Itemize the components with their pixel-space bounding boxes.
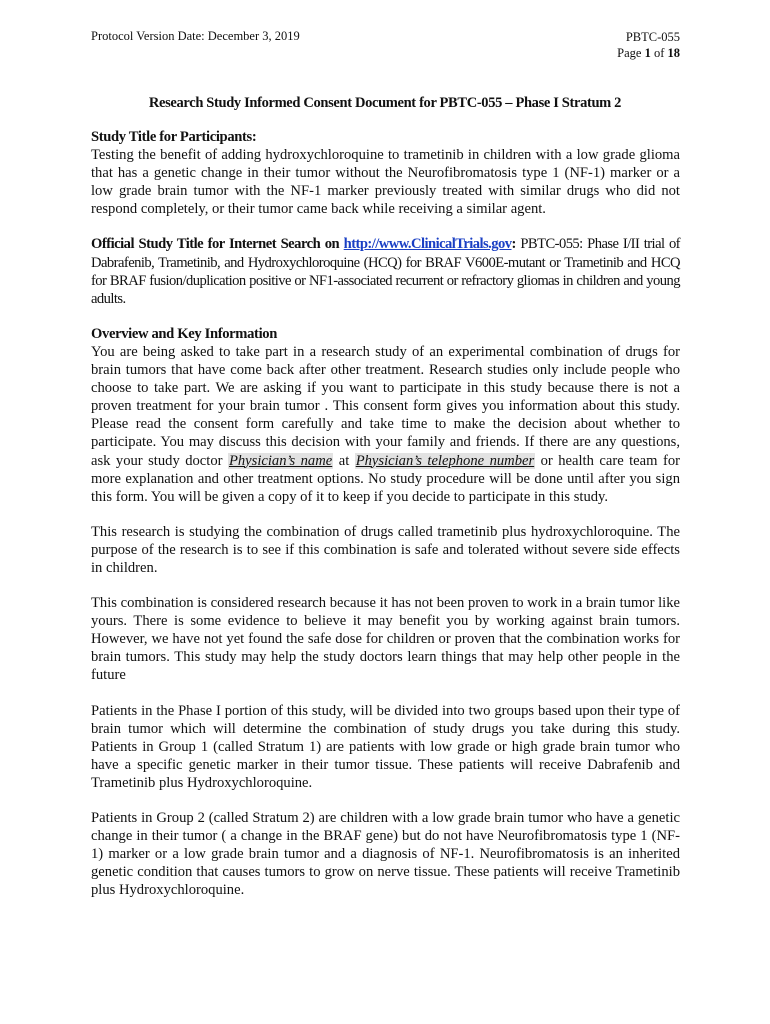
official-title-text: PBTC-055: Phase I/II trial of Dabrafenib, Trametinib, and Hydroxychloroquine (HCQ) for BRAF V600E-mutant or Trametinib and HCQ for BRAF fusion/duplication positive or NF1-associated recurrent or refractory gliomas in children and young adults. bbox=[91, 236, 680, 307]
group-2-paragraph: Patients in Group 2 (called Stratum 2) are children with a low grade brain tumor who have a genetic change in their tumor ( a change in the BRAF gene) but do not have Neurofibromatosis type 1 (NF-1) marker or a low grade brain tumor and a diagnosis of NF-1. Neurofibromatosis is an inherited genetic condition that causes tumors to grow on nerve tissue. These patients will receive Trametinib plus Hydroxychloroquine. bbox=[91, 810, 680, 899]
protocol-version-date: Protocol Version Date: December 3, 2019 bbox=[91, 29, 300, 43]
study-title-section bbox=[91, 128, 680, 218]
page-prefix: Page bbox=[617, 46, 645, 60]
overview-heading: Overview and Key Information bbox=[91, 325, 277, 342]
official-title-heading: Official Study Title for Internet Search on bbox=[91, 236, 344, 253]
overview-section bbox=[91, 325, 680, 506]
page-of: of bbox=[650, 46, 668, 60]
document-body bbox=[91, 128, 680, 899]
clinicaltrials-link[interactable]: http://www.ClinicalTrials.gov bbox=[343, 236, 512, 253]
official-title-section bbox=[91, 235, 680, 307]
why-research-paragraph: This combination is considered research because it has not been proven to work in a brain tumor like yours. There is some evidence to believe it may benefit you by working against brain tumors. However, we have not yet found the safe dose for children or proven that the combination works for brain tumors. This study may help the study doctors learn things that may help other people in the future bbox=[91, 595, 680, 684]
overview-text-after: or health care team for more explanation and other treatment options. No study procedure will be done until after you sign this form. You will be given a copy of it to keep if you decide to participate in this study. bbox=[91, 452, 680, 505]
protocol-id: PBTC-055 bbox=[625, 30, 680, 44]
page-current: 1 bbox=[644, 46, 651, 60]
study-groups-paragraph: Patients in the Phase I portion of this study, will be divided into two groups based upon their type of brain tumor which will determine the combination of study drugs you take during this study. Patients in Group 1 (called Stratum 1) are patients with low grade or high grade brain tumor who have a specific genetic marker in their tumor tissue. These patients will receive Dabrafenib and Trametinib plus Hydroxychloroquine. bbox=[91, 702, 680, 791]
study-title-text: Testing the benefit of adding hydroxychloroquine to trametinib in children with a low grade glioma that has a genetic change in their tumor without the Neurofibromatosis type 1 (NF-1) marker or a low grade brain tumor with the NF-1 marker previously treated with similar drugs who did not respond completely, or their tumor came back while receiving a similar agent. bbox=[91, 147, 680, 218]
page-number bbox=[617, 45, 680, 61]
page-header-right bbox=[617, 29, 680, 61]
overview-text bbox=[91, 343, 680, 506]
study-title-heading: Study Title for Participants: bbox=[91, 129, 257, 145]
official-title-colon: : bbox=[511, 236, 516, 253]
overview-text-at: at bbox=[333, 452, 355, 469]
page-total: 18 bbox=[667, 46, 680, 60]
overview-text-before: You are being asked to take part in a research study of an experimental combination of drugs for brain tumors that have come back after other treatment. Research studies only include people who choose to take part. We are asking if you want to participate in this study because there is not a proven treatment for your brain tumor . This consent form gives you information about this study. Please read the consent form carefully and take time to make the decision about whether to participate. You may discuss this decision with your family and friends. If there are any questions, ask your study doctor bbox=[91, 343, 680, 469]
document-title: Research Study Informed Consent Document for PBTC-055 – Phase I Stratum 2 bbox=[148, 95, 622, 111]
research-purpose-paragraph: This research is studying the combination of drugs called trametinib plus hydroxychloroquine. The purpose of the research is to see if this combination is safe and tolerated without severe side effects in children. bbox=[91, 523, 680, 576]
physician-phone-field[interactable]: Physician’s telephone number bbox=[355, 452, 535, 469]
physician-name-field[interactable]: Physician’s name bbox=[228, 452, 333, 469]
